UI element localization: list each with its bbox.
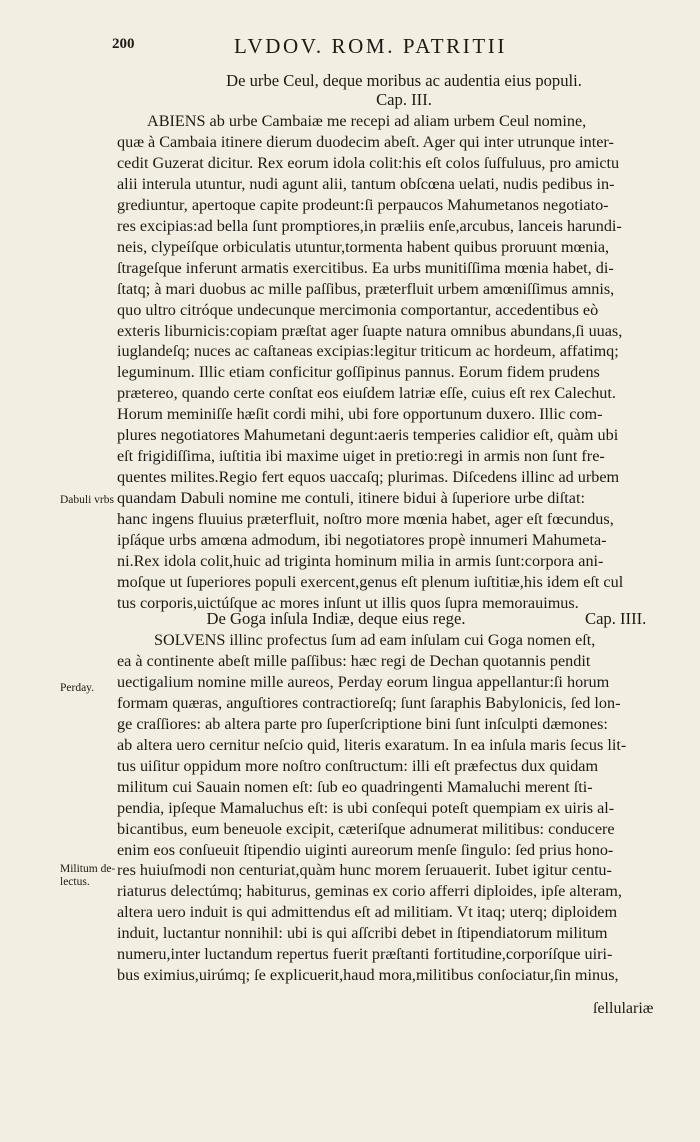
page-header — [112, 36, 672, 60]
text-line: iuglandeſq; nuces ac caſtaneas excipias:legitur triticum ac hordeum, affatimq; — [117, 342, 619, 361]
text-line: enim eos conſueuit ſtipendio uiginti aureorum menſe ſingulo: ſed prius hono- — [117, 840, 614, 859]
text-line: ge craſſiores: ab altera parte pro ſuperſcriptione bini ſunt inſculpti dæmones: — [117, 714, 608, 733]
text-line: quentes milites.Regio fert equos uaccaſq; plurimas. Diſcedens illinc ad urbem — [117, 468, 620, 487]
text-line: militum cui Sauain nomen eſt: ſub eo quadringenti Mamaluchi merent ſti- — [117, 777, 593, 796]
marginal-note: Dabuli vrbs — [60, 494, 114, 506]
text-line: ABIENS ab urbe Cambaiæ me recepi ad aliam urbem Ceul nomine, — [147, 112, 587, 130]
text-line: ab altera uero cernitur neſcio quid, literis exaratum. In ea inſula maris ſecus lit- — [117, 735, 627, 754]
text-line: ni.Rex idola colit,huic ad triginta hominum milia in armis ſunt:corpora ani- — [117, 551, 604, 570]
text-line: quæ à Cambaia itinere dierum duodecim abeſt. Ager qui inter utrunque inter- — [117, 132, 614, 151]
text-line: formam quæras, anguſtiores contractioreſq; ſunt ſaraphis Babylonicis, ſed lon- — [117, 693, 621, 712]
text-line: tus uiſitur oppidum more noſtro conſtructum: illi eſt præfectus dux quidam — [117, 756, 599, 775]
text-line: res huiuſmodi non centuriat,quàm hunc morem ſeruauerit. Iubet igitur centu- — [117, 861, 612, 880]
text-line: hanc ingens fluuius præterfluit, noſtro more mœnia habet, ager eſt fœcundus, — [117, 510, 614, 529]
text-line: plures negotiatores Mahumetani degunt:aeris temperies calidior eſt, quàm ubi — [117, 426, 619, 445]
text-line: exteris liburnicis:copiam præſtat ager ſuapte natura omnibus abundans,ſi uuas, — [117, 321, 623, 340]
catchword: ſellulariæ — [593, 1000, 654, 1017]
text-line: alii interula utuntur, nudi agunt alii, tantum obſcœna uelati, nudis pedibus in- — [117, 174, 615, 193]
text-line: prætereo, quando certe conſtat eos eiuſdem latriæ eſſe, cuius eſt rex Calechut. — [117, 384, 616, 403]
text-line: induit, luctantur nonnihil: ubi is qui aſſcribi debet in ſtipendiatorum militum — [117, 924, 608, 943]
text-line: ſtrageſque inferunt armatis exercitibus. Ea urbs munitiſſima mœnia habet, di- — [117, 258, 614, 277]
text-line: moſque ut ſuperiores populi exercent,genus eſt plenum iuſtitiæ,his idem eſt cul — [117, 572, 624, 591]
text-line: tus corporis,uictúſque ac mores inſunt ut illis quos ſupra memorauimus. — [117, 593, 579, 612]
text-line: ea à continente abeſt mille paſſibus: hæc regi de Dechan quotannis pendit — [117, 651, 591, 670]
text-line: bus eximius,uirúmq; ſe explicuerit,haud mora,militibus conſociatur,ſin minus, — [117, 966, 619, 985]
text-line: leguminum. Illic etiam conficitur goſſipinus pannus. Eorum fidem prudens — [117, 363, 600, 382]
marginal-note: Perday. — [60, 682, 95, 694]
text-line: eſt frigidiſſima, iuſtitia ibi maxime uiget in pretio:regi in armis non ſunt fre- — [117, 447, 605, 466]
text-line: ipſáque urbs amœna admodum, ibi negotiatores propè innumeri Mahumeta- — [117, 531, 607, 549]
text-line: quandam Dabuli nomine me contuli, itinere bidui à ſuperiore urbe diſtat: — [117, 489, 585, 508]
chapter-number: Cap. III. — [376, 90, 432, 109]
text-line: cedit Guzerat dicitur. Rex eorum idola colit:his eſt colos ſuſfuluus, pro amictu — [117, 153, 620, 172]
text-line: numeru,inter luctandum repertus fuerit præſtanti fortitudine,corporíſque uiri- — [117, 945, 613, 964]
page-number: 200 — [112, 36, 135, 52]
text-line: Horum meminiſſe hæſit cordi mihi, ubi fore opportunum duxero. Illic com- — [117, 405, 603, 424]
running-head: LVDOV. ROM. PATRITII — [234, 34, 507, 58]
text-line: neis, clypeíſque orbiculatis utuntur,tormenta habent quibus proruunt mœnia, — [117, 237, 610, 256]
text-line: riaturus delectúmq; habiturus, geminas ex corio afferri diploides, ipſe alteram, — [117, 882, 622, 901]
text-line: uectigalium nomine mille aureos, Perday eorum lingua appellantur:ſi horum — [117, 672, 610, 691]
chapter-title: De urbe Ceul, deque moribus ac audentia eius populi. — [226, 71, 582, 90]
chapter-title: De Goga inſula Indiæ, deque eius rege. — [206, 609, 466, 628]
marginal-note: Militum de- lectus. — [60, 863, 116, 888]
chapter-number: Cap. IIII. — [585, 609, 647, 628]
text-line: altera uero induit is qui admittendus eſt ad militiam. Vt itaq; uterq; diploidem — [117, 903, 618, 922]
text-line: pendia, ipſeque Mamaluchus eſt: is ubi conſequi poteſt quempiam ex uiris al- — [117, 798, 615, 817]
text-line: res excipias:ad bella ſunt promptiores,in præliis enſe,arcubus, lanceis harundi- — [117, 216, 622, 235]
text-line: ſtatq; à mari duobus ac mille paſſibus, præterfluit urbem amœniſſimus amnis, — [117, 279, 615, 298]
text-line: quo ultro citróque undecunque mercimonia comportantur, accedentibus eò — [117, 300, 599, 319]
text-line: bicantibus, eum beneuole excipit, cæteriſque adnumerat militibus: conducere — [117, 819, 615, 838]
text-line: grediuntur, apertoque capite prodeunt:ſi perpaucos Mahumetanos negotiato- — [117, 195, 609, 214]
text-line: SOLVENS illinc profectus ſum ad eam inſulam cui Goga nomen eſt, — [154, 631, 596, 649]
